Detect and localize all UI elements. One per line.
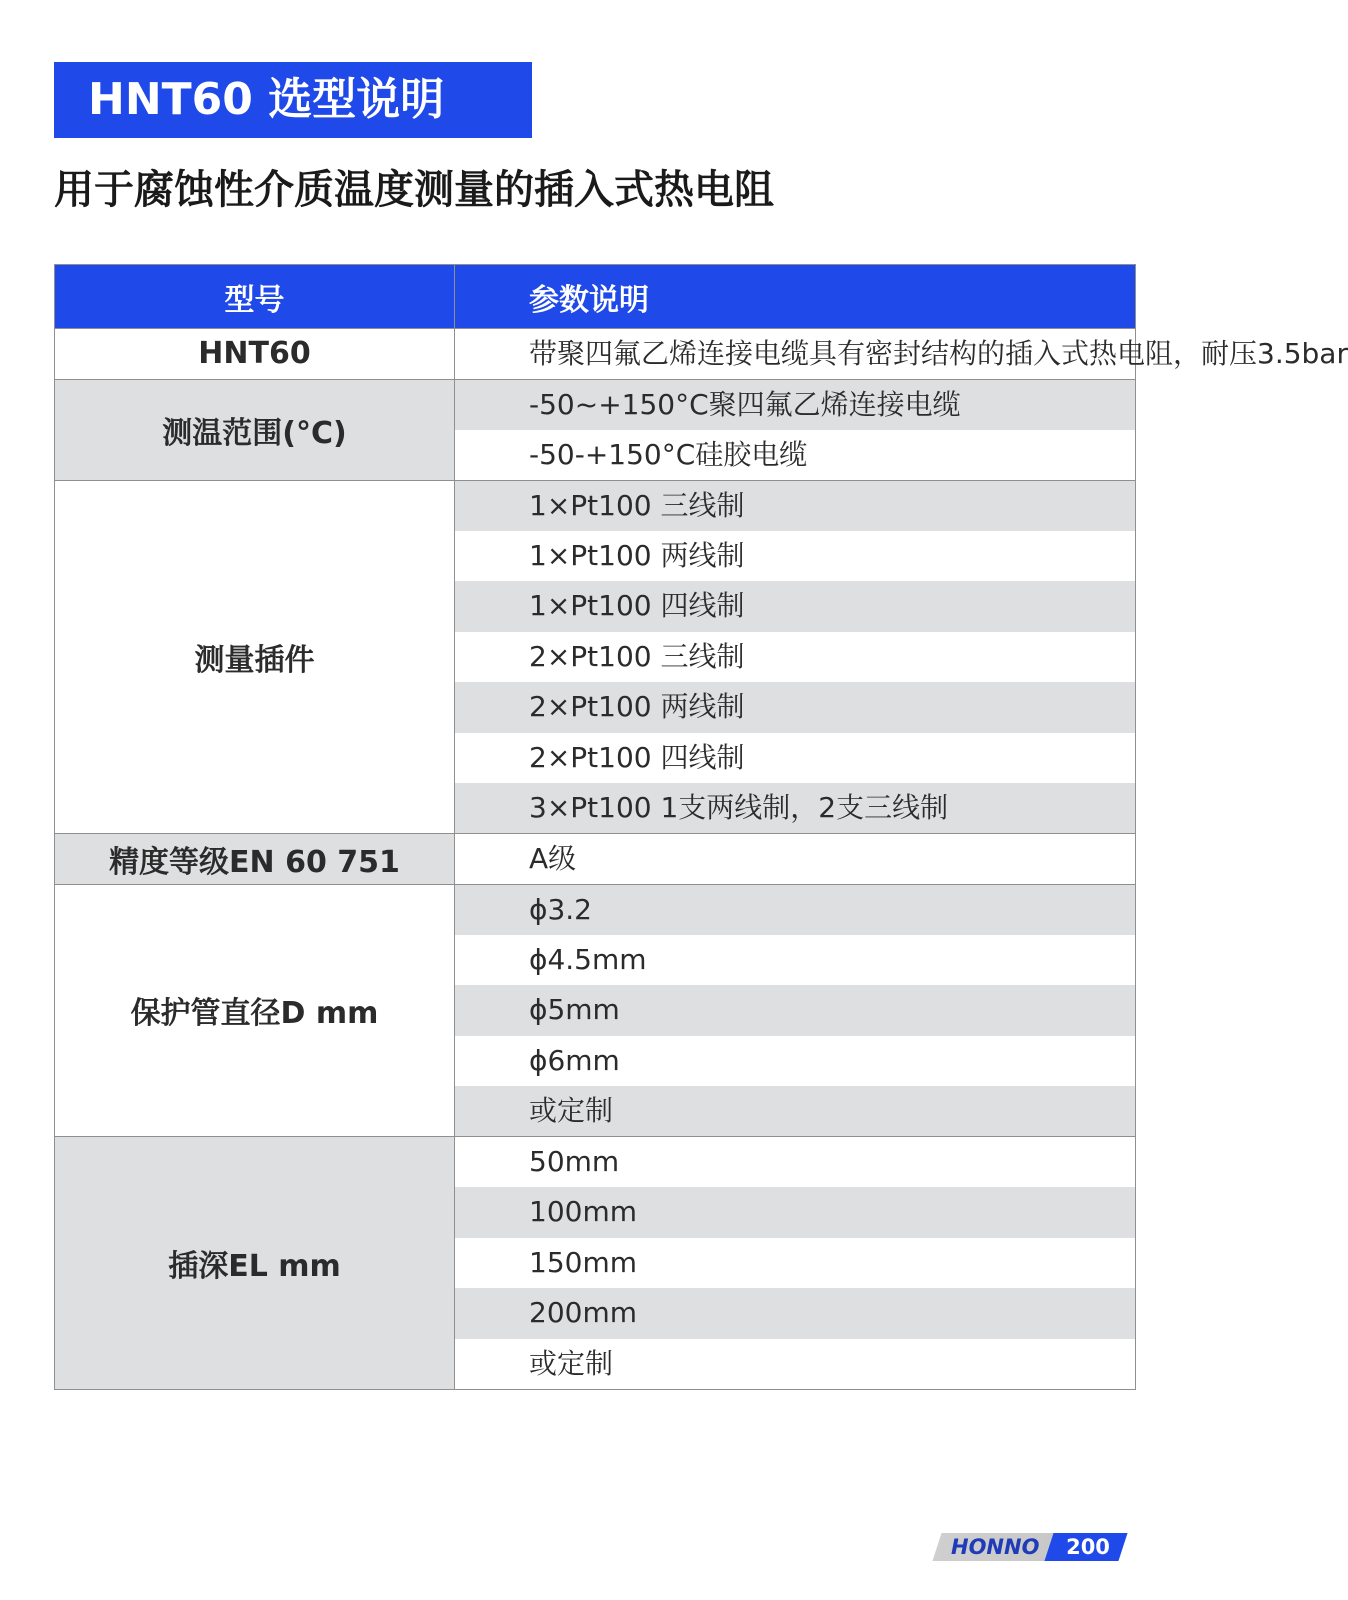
header-model: 型号	[55, 265, 455, 329]
table-row	[55, 329, 1136, 380]
row-value: 200mm	[455, 1288, 1136, 1339]
table-row	[55, 480, 1136, 531]
footer-brand: HONNO	[951, 1535, 1040, 1559]
row-value: 1×Pt100 两线制	[455, 531, 1136, 582]
row-value: 50mm	[455, 1137, 1136, 1188]
row-value: 3×Pt100 1支两线制，2支三线制	[455, 783, 1136, 834]
row-label-model: HNT60	[55, 329, 455, 380]
row-value: 100mm	[455, 1187, 1136, 1238]
table-row	[55, 834, 1136, 885]
page-title: HNT60 选型说明	[54, 62, 532, 138]
table-row	[55, 1137, 1136, 1188]
row-value: 2×Pt100 四线制	[455, 733, 1136, 784]
row-value: ϕ5mm	[455, 985, 1136, 1036]
table-row	[55, 379, 1136, 430]
row-value: 1×Pt100 三线制	[455, 480, 1136, 531]
row-label-accuracy-class: 精度等级EN 60 751	[55, 834, 455, 885]
page-subtitle: 用于腐蚀性介质温度测量的插入式热电阻	[54, 167, 774, 213]
row-value: -50-+150°C硅胶电缆	[455, 430, 1136, 481]
row-value: 或定制	[455, 1339, 1136, 1390]
row-value: -50~+150°C聚四氟乙烯连接电缆	[455, 379, 1136, 430]
row-label-temperature-range: 测温范围(°C)	[55, 379, 455, 480]
row-label-measuring-insert: 测量插件	[55, 480, 455, 834]
header-description: 参数说明	[455, 265, 1136, 329]
row-value: 或定制	[455, 1086, 1136, 1137]
row-value: ϕ6mm	[455, 1036, 1136, 1087]
row-value: ϕ3.2	[455, 884, 1136, 935]
row-label-insertion-depth: 插深EL mm	[55, 1137, 455, 1390]
spec-table	[54, 264, 1348, 1390]
row-value: 2×Pt100 两线制	[455, 682, 1136, 733]
table-header-row	[55, 265, 1136, 329]
row-value: 2×Pt100 三线制	[455, 632, 1136, 683]
row-value: ϕ4.5mm	[455, 935, 1136, 986]
row-value: A级	[455, 834, 1136, 885]
row-value: 150mm	[455, 1238, 1136, 1289]
page-number: 200	[1066, 1535, 1110, 1559]
table-row	[55, 884, 1136, 935]
page-footer	[937, 1533, 1121, 1561]
row-value: 1×Pt100 四线制	[455, 581, 1136, 632]
row-label-tube-diameter: 保护管直径D mm	[55, 884, 455, 1137]
row-value: 带聚四氟乙烯连接电缆具有密封结构的插入式热电阻，耐压3.5bar	[455, 329, 1136, 380]
